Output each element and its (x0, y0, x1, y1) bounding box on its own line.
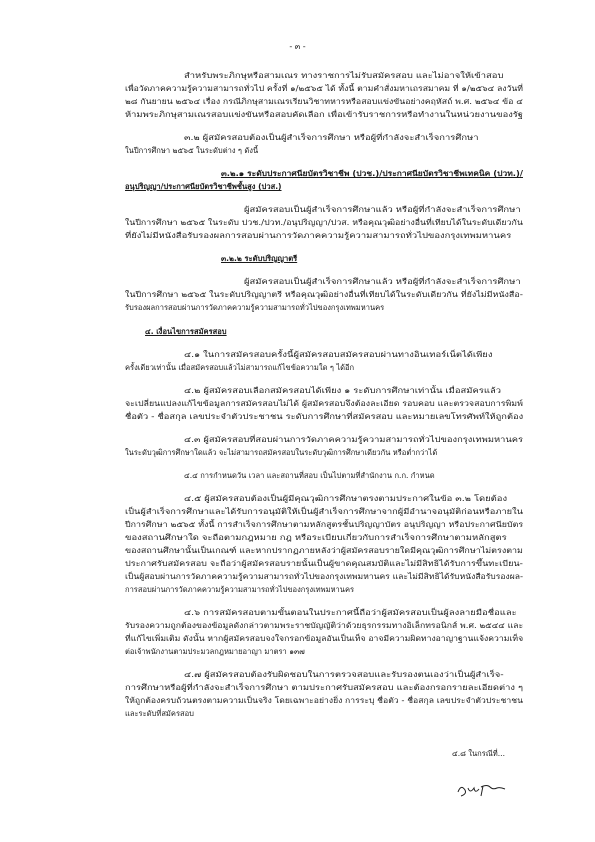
text-line: การศึกษาหรือผู้ที่กำลังจะสำเร็จการศึกษา ตามประกาศรับสมัครสอบ และต้องกรอกรายละเอียดต่าง ๆ (125, 683, 523, 692)
text-line: ๔.๖ การสมัครสอบตามขั้นตอนในประกาศนี้ถือว่าผู้สมัครสอบเป็นผู้ลงลายมือชื่อและ (184, 608, 517, 617)
text-line: ๔.๑ ในการสมัครสอบครั้งนี้ผู้สมัครสอบสมัครสอบผ่านทางอินเทอร์เน็ตได้เพียง (184, 350, 493, 359)
text-line: ในปีการศึกษา ๒๕๖๕ ในระดับ ปวช./ปวท./อนุปริญญา/ปวส. หรือคุณวุฒิอย่างอื่นที่เทียบได้ในระดับเดียวกัน (125, 218, 523, 227)
text-line: ในระดับวุฒิการศึกษาใดแล้ว จะไม่สามารถสมัครสอบในระดับวุฒิการศึกษาเดียวกัน หรือต่ำกว่าได้ (125, 448, 438, 457)
text-line: ที่แก้ไขเพิ่มเติม ดังนั้น หากผู้สมัครสอบจงใจกรอกข้อมูลอันเป็นเท็จ อาจมีความผิดทางอาญาฐานแจ้งความเท็จ (125, 634, 524, 643)
text-line: ให้ถูกต้องครบถ้วนตรงตามความเป็นจริง โดยเฉพาะอย่างยิ่ง การระบุ ชื่อตัว - ชื่อสกุล เลขประจำตัวประชาชน (125, 696, 523, 705)
text-line: ๔. เงื่อนไขการสมัครสอบ (145, 327, 227, 336)
text-line: ในปีการศึกษา ๒๕๖๕ ในระดับปริญญาตรี หรือคุณวุฒิอย่างอื่นที่เทียบได้ในระดับเดียวกัน ที่ยังไม่มีหนังสือ- (125, 290, 523, 299)
text-line: ๓.๒ ผู้สมัครสอบต้องเป็นผู้สำเร็จการศึกษา หรือผู้ที่กำลังจะสำเร็จการศึกษา (184, 133, 479, 142)
text-line: จะเปลี่ยนแปลงแก้ไขข้อมูลการสมัครสอบไม่ได้ ผู้สมัครสอบจึงต้องละเอียด รอบคอบ และตรวจสอบการพิมพ์ (125, 399, 523, 408)
text-line: ผู้สมัครสอบเป็นผู้สำเร็จการศึกษาแล้ว หรือผู้ที่กำลังจะสำเร็จการศึกษา (244, 277, 521, 286)
text-line: ผู้สมัครสอบเป็นผู้สำเร็จการศึกษาแล้ว หรือผู้ที่กำลังจะสำเร็จการศึกษา (244, 205, 521, 214)
text-line: ประกาศรับสมัครสอบ จะถือว่าผู้สมัครสอบรายนั้นเป็นผู้ขาดคุณสมบัติและไม่มีสิทธิได้รับการขึ้นทะเบียน- (125, 559, 523, 568)
text-line: ๓.๒.๒ ระดับปริญญาตรี (221, 254, 298, 263)
text-line: อนุปริญญา/ประกาศนียบัตรวิชาชีพชั้นสูง (ปวส.) (125, 182, 282, 191)
text-line: สำหรับพระภิกษุหรือสามเณร ทางราชการไม่รับสมัครสอบ และไม่อาจให้เข้าสอบ (184, 71, 504, 80)
text-line: การสอบผ่านการวัดภาคความรู้ความสามารถทั่วไปของกรุงเทพมหานคร (125, 585, 355, 594)
text-line: ที่ยังไม่มีหนังสือรับรองผลการสอบผ่านการวัดภาคความรู้ความสามารถทั่วไปของกรุงเทพมหานคร (125, 231, 512, 240)
text-line: ห้ามพระภิกษุสามเณรสอบแข่งขันหรือสอบคัดเลือก เพื่อเข้ารับราชการหรือทำงานในหน่วยงานของรัฐ (125, 110, 523, 119)
text-line: ชื่อตัว - ชื่อสกุล เลขประจำตัวประชาชน ระดับการศึกษาที่สมัครสอบ และหมายเลขโทรศัพท์ให้ถูกต้อง (125, 412, 524, 421)
text-line: และระดับที่สมัครสอบ (125, 709, 194, 718)
text-line: เป็นผู้สำเร็จการศึกษาและได้รับการอนุมัติให้เป็นผู้สำเร็จการศึกษาจากผู้มีอำนาจอนุมัติก่อนหรือภายใน (125, 507, 523, 516)
text-line: เพื่อวัดภาคความรู้ความสามารถทั่วไป ครั้งที่ ๑/๒๕๖๕ ได้ ทั้งนี้ ตามคำสั่งมหาเถรสมาคม ที่ ๑/๒๕๖๔ ลงวันที่ (125, 84, 524, 93)
page-number: - ๓ - (289, 42, 306, 51)
text-line: ๔.๗ ผู้สมัครสอบต้องรับผิดชอบในการตรวจสอบและรับรองตนเองว่าเป็นผู้สำเร็จ- (184, 670, 504, 679)
initials-signature (452, 778, 522, 800)
text-line: ของสถานศึกษานั้นเป็นเกณฑ์ และหากปรากฏภายหลังว่าผู้สมัครสอบรายใดมีคุณวุฒิการศึกษาไม่ตรงตาม (125, 546, 523, 555)
text-line: ๔.๕ ผู้สมัครสอบต้องเป็นผู้มีคุณวุฒิการศึกษาตรงตามประกาศในข้อ ๓.๒ โดยต้อง (184, 494, 508, 503)
text-line: ๒๘ กันยายน ๒๕๖๔ เรื่อง กรณีภิกษุสามเณรเรียนวิชาทหารหรือสอบแข่งขันอย่างคฤหัสถ์ พ.ศ. ๒๕๖๔ ข้อ ๔ (125, 97, 523, 106)
text-line: ต่อเจ้าพนักงานตามประมวลกฎหมายอาญา มาตรา ๑๓๗ (125, 647, 305, 656)
text-line: รับรองความถูกต้องของข้อมูลดังกล่าวตามพระราชบัญญัติว่าด้วยธุรกรรมทางอิเล็กทรอนิกส์ พ.ศ. ๒๕๔๔ และ (125, 621, 524, 630)
text-line: รับรองผลการสอบผ่านการวัดภาคความรู้ความสามารถทั่วไปของกรุงเทพมหานคร (125, 303, 385, 312)
text-line: ๔.๓ ผู้สมัครสอบที่สอบผ่านการวัดภาคความรู้ความสามารถทั่วไปของกรุงเทพมหานคร (184, 435, 524, 444)
text-line: เป็นผู้สอบผ่านการวัดภาคความรู้ความสามารถทั่วไปของกรุงเทพมหานคร และไม่มีสิทธิได้รับหนังสือรับรองผล- (125, 572, 524, 581)
text-line: ๔.๔ การกำหนดวัน เวลา และสถานที่สอบ เป็นไปตามที่สำนักงาน ก.ก. กำหนด (184, 471, 435, 480)
text-line: ๓.๒.๑ ระดับประกาศนียบัตรวิชาชีพ (ปวช.)/ประกาศนียบัตรวิชาชีพเทคนิค (ปวท.)/ (221, 169, 523, 178)
text-line: ๔.๒ ผู้สมัครสอบเลือกสมัครสอบได้เพียง ๑ ระดับการศึกษาเท่านั้น เมื่อสมัครแล้ว (184, 386, 502, 395)
text-line: ปีการศึกษา ๒๕๖๕ ทั้งนี้ การสำเร็จการศึกษาตามหลักสูตรชั้นปริญญาบัตร อนุปริญญา หรือประกาศนียบัตร (125, 520, 524, 529)
text-line: ครั้งเดียวเท่านั้น เมื่อสมัครสอบแล้วไม่สามารถแก้ไขข้อความใด ๆ ได้อีก (125, 363, 355, 372)
text-line: ในปีการศึกษา ๒๕๖๕ ในระดับต่าง ๆ ดังนี้ (125, 146, 259, 155)
text-line: ๔.๘ ในกรณีที่... (452, 749, 505, 758)
text-line: ของสถานศึกษาใด จะถือตามกฎหมาย กฎ หรือระเบียบเกี่ยวกับการสำเร็จการศึกษาตามหลักสูตร (125, 533, 507, 542)
